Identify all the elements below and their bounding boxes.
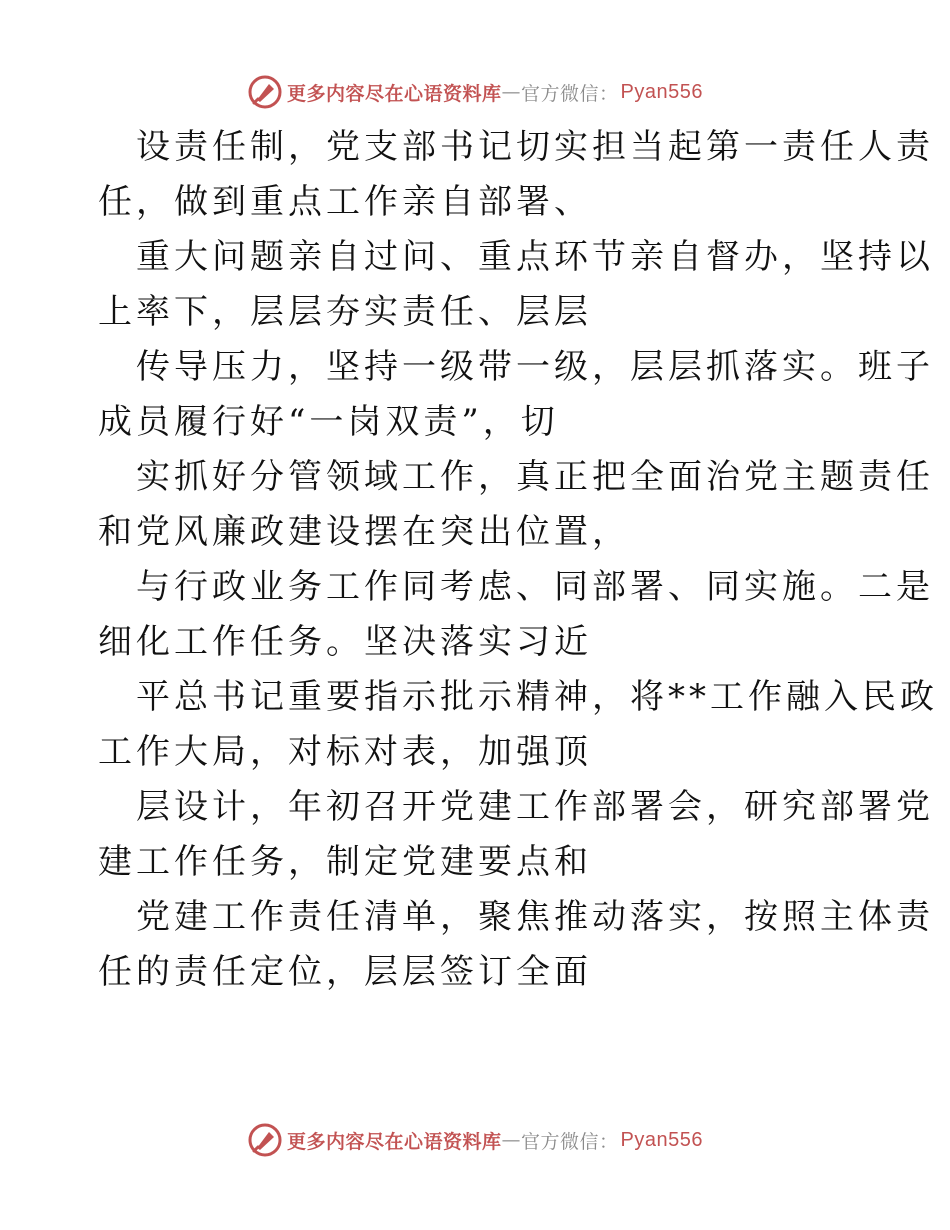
paragraph-line: 与行政业务工作同考虑、同部署、同实施。二是 [136,567,934,607]
paragraph-line: 重大问题亲自过问、重点环节亲自督办，坚持以 [136,237,934,277]
watermark-wechat-id: Pyan556 [620,80,703,103]
watermark-text [287,79,703,106]
paragraph-line: 细化工作任务。坚决落实习近 [98,622,592,662]
document-body [98,120,938,1000]
watermark-text [287,1127,703,1154]
paragraph-line: 任，做到重点工作亲自部署、 [98,182,592,222]
paragraph-line: 建工作任务，制定党建要点和 [98,842,592,882]
paragraph-line: 设责任制，党支部书记切实担当起第一责任人责 [136,127,934,167]
footer-watermark [0,1120,950,1160]
paragraph-line: 成员履行好“一岗双责”，切 [98,402,559,442]
paragraph-line: 实抓好分管领域工作，真正把全面治党主题责任 [136,457,934,497]
pen-nib-circle-icon [247,74,283,110]
paragraph-line: 上率下，层层夯实责任、层层 [98,292,592,332]
paragraph-line: 工作大局，对标对表，加强顶 [98,732,592,772]
pen-nib-circle-icon [247,1122,283,1158]
paragraph-line: 任的责任定位，层层签订全面 [98,952,592,992]
watermark-wechat-id: Pyan556 [620,1128,703,1151]
watermark-main-text: 更多内容尽在心语资料库 [287,1130,502,1153]
paragraph-line: 平总书记重要指示批示精神，将**工作融入民政 [136,677,938,717]
watermark-label: 官方微信： [521,1130,619,1153]
watermark-separator: — [501,1129,522,1151]
paragraph-line: 和党风廉政建设摆在突出位置， [98,512,630,552]
watermark-main-text: 更多内容尽在心语资料库 [287,82,502,105]
paragraph-line: 传导压力，坚持一级带一级，层层抓落实。班子 [136,347,934,387]
paragraph-line: 层设计，年初召开党建工作部署会，研究部署党 [136,787,934,827]
paragraph-line: 党建工作责任清单，聚焦推动落实，按照主体责 [136,897,934,937]
watermark-separator: — [501,81,522,103]
header-watermark [0,72,950,112]
watermark-label: 官方微信： [521,82,619,105]
